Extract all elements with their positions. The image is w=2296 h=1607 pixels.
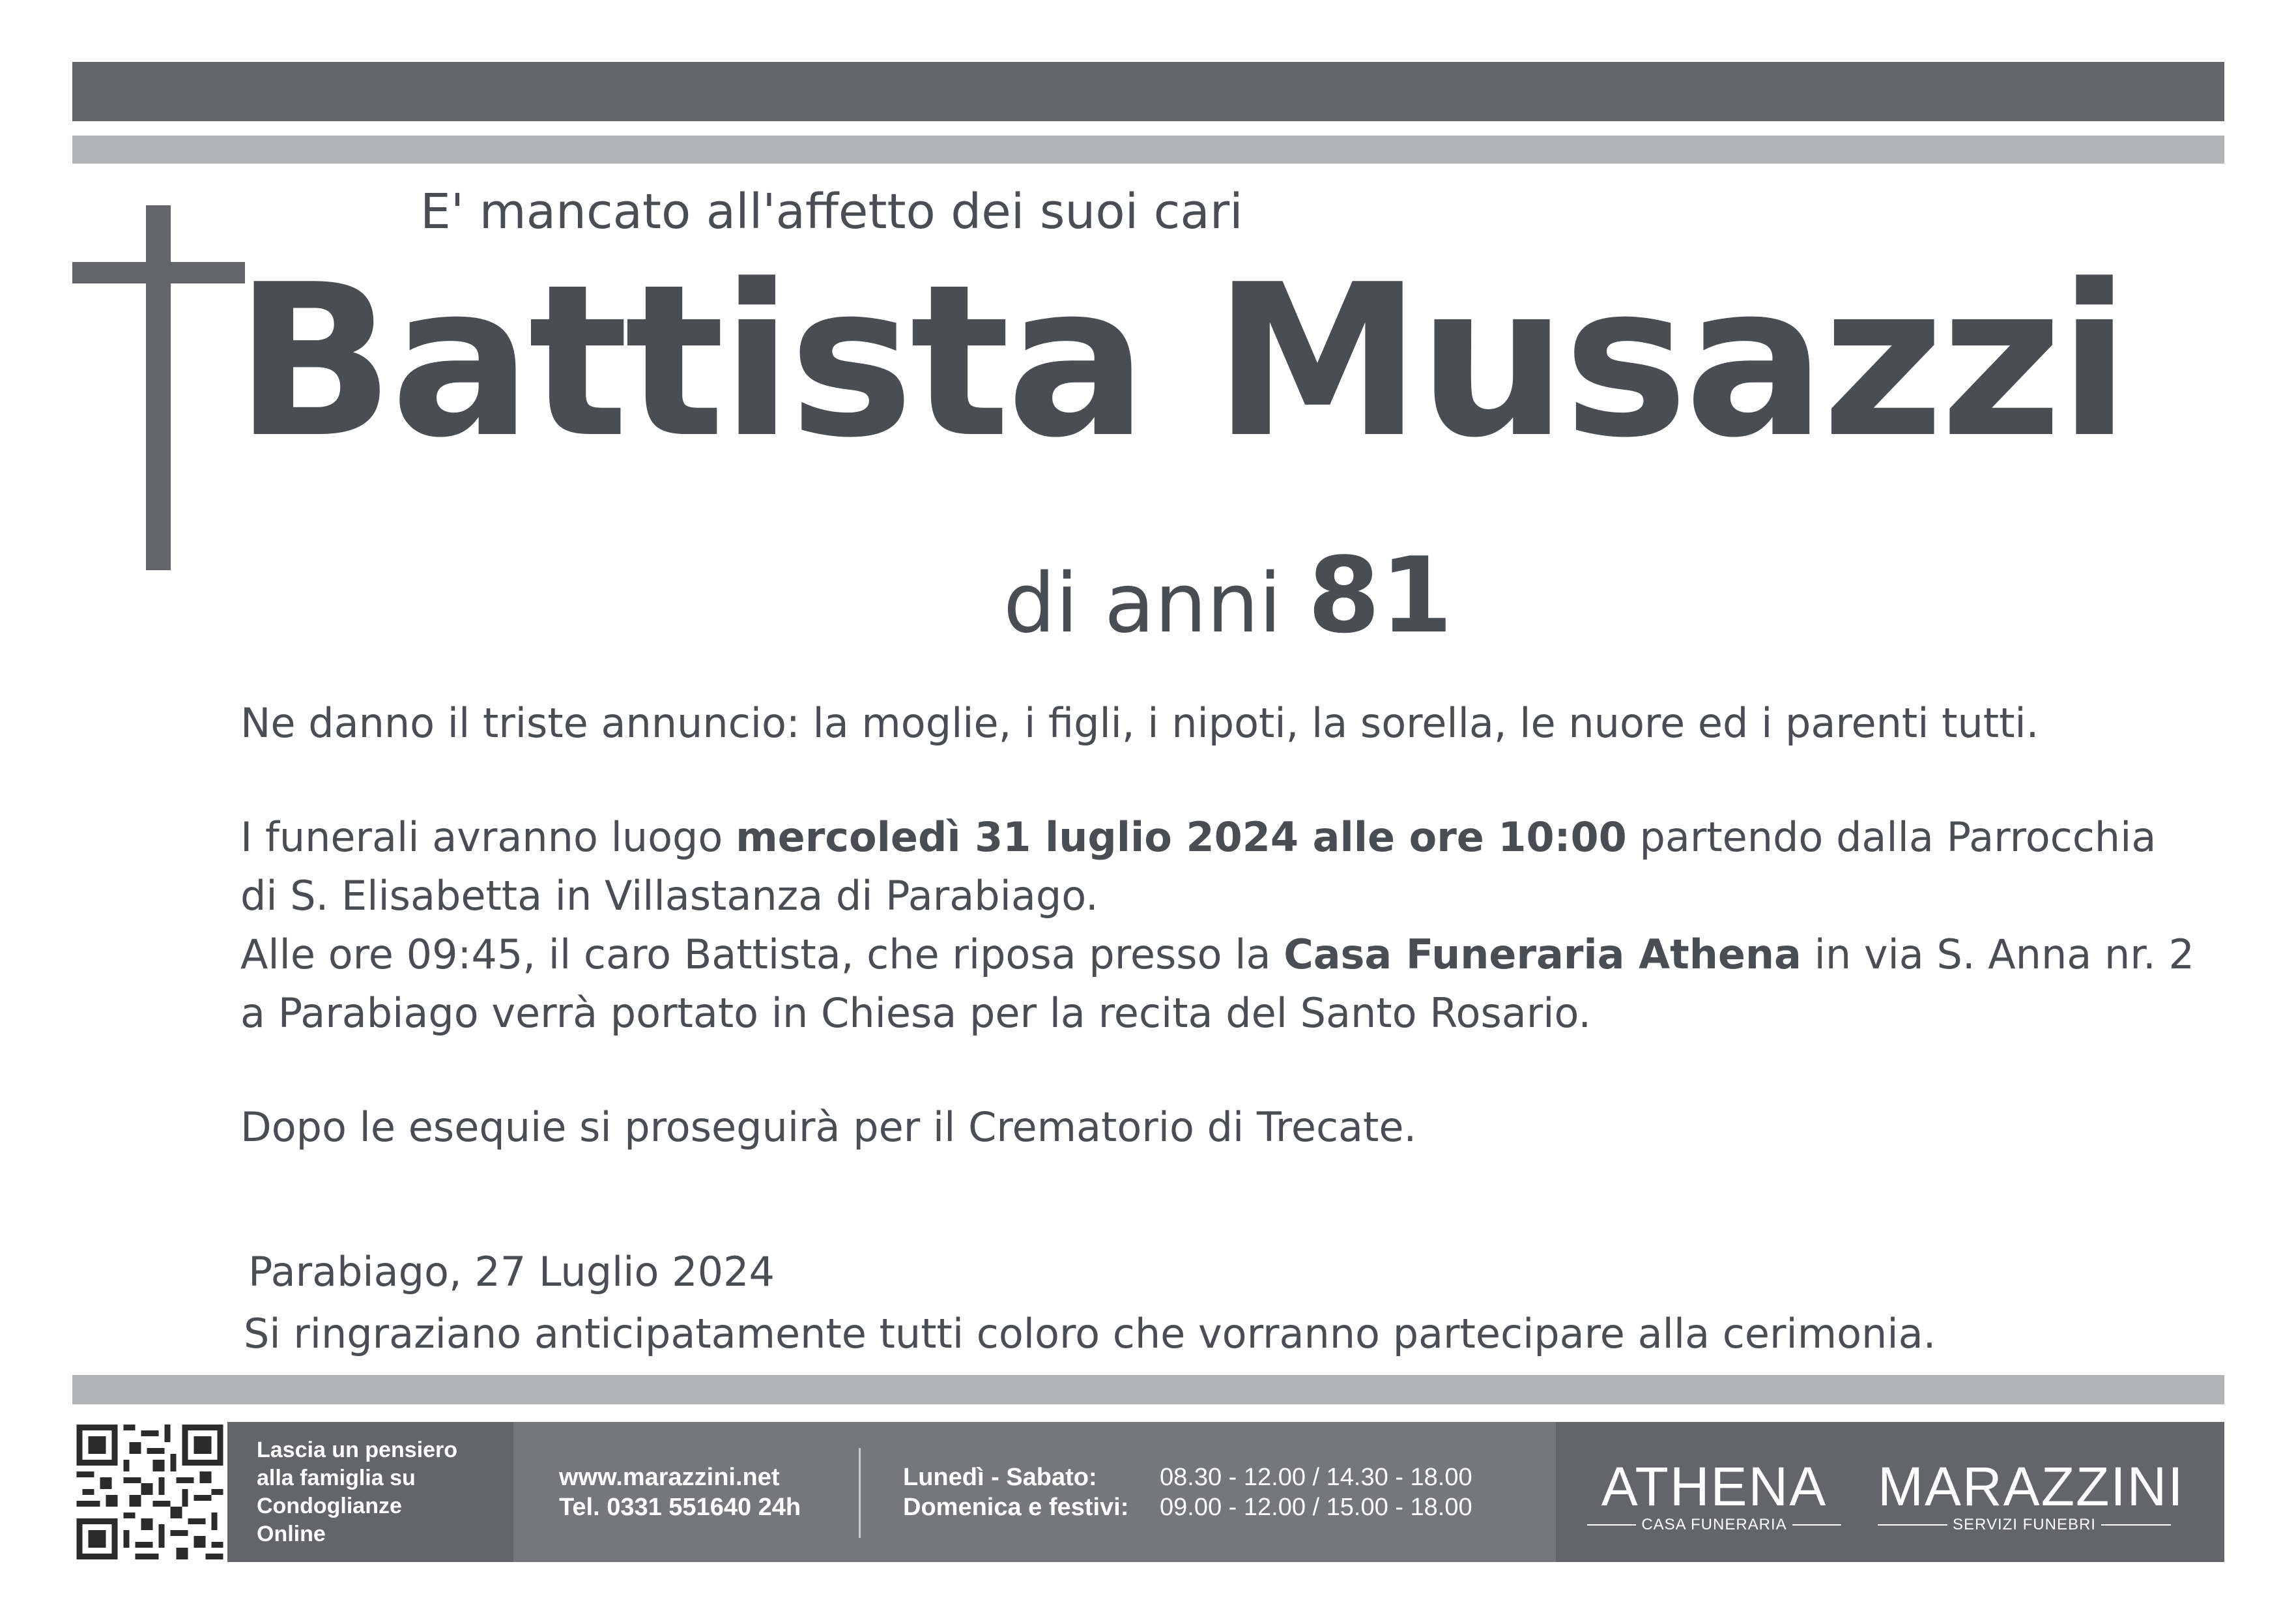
marazzini-logo-sub: SERVIZI FUNEBRI	[1953, 1516, 2096, 1533]
phone-number[interactable]: Tel. 0331 551640 24h	[559, 1494, 801, 1521]
logo-rule	[1587, 1524, 1636, 1526]
bottom-light-band	[72, 1375, 2224, 1404]
condolences-line: Condoglianze	[257, 1494, 402, 1518]
top-light-band	[72, 136, 2224, 164]
marazzini-logo-name: MARAZZINI	[1878, 1456, 2185, 1517]
age-line	[1003, 534, 1453, 656]
athena-logo	[1587, 1458, 1841, 1534]
funeral-home-name: Casa Funeraria Athena	[1284, 931, 1801, 978]
holiday-label: Domenica e festivi:	[903, 1494, 1129, 1521]
age-prefix: di anni	[1003, 555, 1282, 651]
logo-rule	[1878, 1524, 1947, 1526]
funeral-date-time: mercoledì 31 luglio 2024 alle ore 10:00	[736, 813, 1627, 861]
funeral-line-1-start: I funerali avranno luogo	[240, 813, 723, 861]
opening-hours-times	[1160, 1462, 1472, 1522]
holiday-hours: 09.00 - 12.00 / 15.00 - 18.00	[1160, 1494, 1472, 1521]
footer-divider	[859, 1448, 861, 1538]
cross-vertical-bar	[146, 205, 171, 570]
funeral-line-3-start: Alle ore 09:45, il caro Battista, che riposa presso la	[240, 931, 1271, 978]
top-dark-band	[72, 62, 2224, 121]
funeral-line-1	[240, 808, 2194, 867]
condolences-text	[257, 1436, 457, 1548]
qr-code-icon	[76, 1425, 223, 1559]
logo-rule	[1792, 1524, 1841, 1526]
funeral-details	[240, 808, 2194, 1043]
qr-code[interactable]	[72, 1422, 227, 1562]
contact-info	[559, 1462, 801, 1522]
condolences-line: Online	[257, 1522, 326, 1546]
footer-bar	[72, 1422, 2224, 1562]
deceased-name: Battista Musazzi	[235, 239, 2127, 484]
funeral-line-1-end: partendo dalla Parrocchia	[1639, 813, 2157, 861]
funeral-line-3-end: in via S. Anna nr. 2	[1814, 931, 2194, 978]
condolences-line: alla famiglia su	[257, 1466, 416, 1490]
marazzini-logo	[1878, 1456, 2185, 1534]
logo-rule	[2101, 1524, 2171, 1526]
athena-logo-subline	[1587, 1516, 1841, 1534]
opening-hours-labels	[903, 1462, 1128, 1522]
athena-logo-sub: CASA FUNERARIA	[1641, 1516, 1787, 1533]
marazzini-logo-subline	[1878, 1516, 2171, 1534]
thanks-text: Si ringraziano anticipatamente tutti coloro che vorranno partecipare alla cerimonia.	[244, 1310, 1936, 1357]
athena-logo-name: ATHENA	[1601, 1456, 1828, 1517]
funeral-line-4: a Parabiago verrà portato in Chiesa per la recita del Santo Rosario.	[240, 989, 1592, 1037]
place-date: Parabiago, 27 Luglio 2024	[248, 1248, 775, 1296]
condolences-line: Lascia un pensiero	[257, 1438, 457, 1462]
weekday-label: Lunedì - Sabato:	[903, 1464, 1097, 1491]
announcement-text: Ne danno il triste annuncio: la moglie, i figli, i nipoti, la sorella, le nuore ed i parenti tutti.	[240, 699, 2039, 747]
cremation-text: Dopo le esequie si proseguirà per il Crematorio di Trecate.	[240, 1103, 1417, 1151]
website-link[interactable]: www.marazzini.net	[559, 1464, 780, 1491]
funeral-line-2: di S. Elisabetta in Villastanza di Parabiago.	[240, 872, 1098, 919]
intro-text: E' mancato all'affetto dei suoi cari	[420, 184, 1243, 240]
funeral-line-3	[240, 925, 2194, 984]
age-number: 81	[1308, 534, 1453, 656]
cross-horizontal-bar	[72, 262, 245, 283]
weekday-hours: 08.30 - 12.00 / 14.30 - 18.00	[1160, 1464, 1472, 1491]
